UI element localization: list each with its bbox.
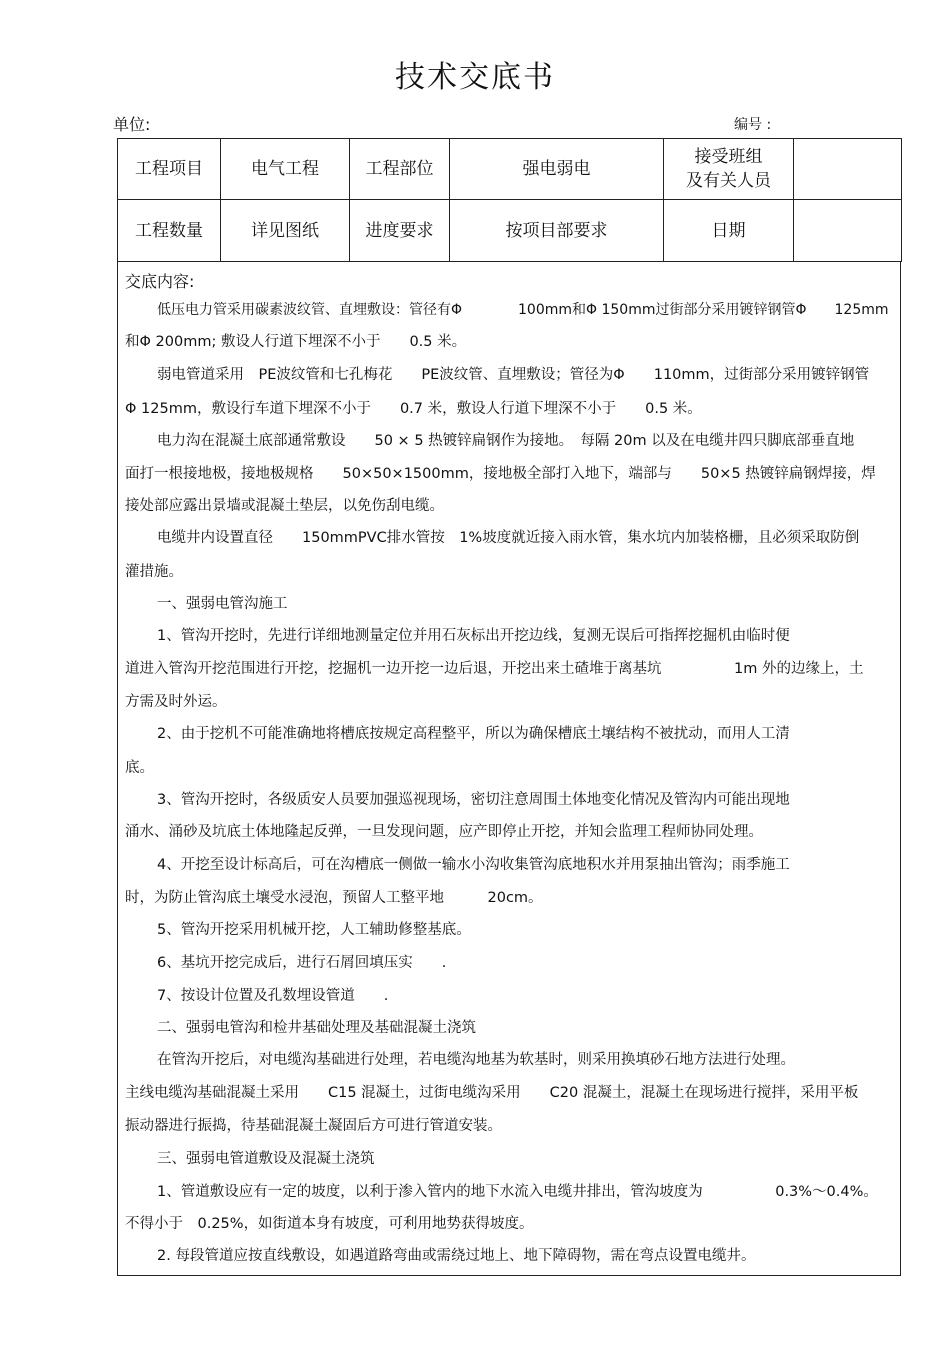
header-row [118, 200, 902, 262]
project-value: 电气工程 [221, 139, 350, 200]
header-row [118, 139, 902, 200]
content-line: 和Φ 200mm; 敷设人行道下埋深不小于 0.5 米。 [125, 334, 467, 350]
receiver-label-line1: 接受班组 [694, 147, 763, 167]
content-line: 振动器进行振捣，待基础混凝土凝固后方可进行管道安装。 [125, 1118, 502, 1134]
content-line: 面打一根接地极，接地极规格 50×50×1500mm，接地极全部打入地下，端部与 50×5 热镀锌扁钢焊接，焊 [125, 466, 876, 482]
serial-number-label: 编号 : [734, 117, 772, 133]
progress-label: 进度要求 [350, 200, 450, 262]
receiver-label [664, 139, 794, 200]
content-line: 道进入管沟开挖范围进行开挖，挖掘机一边开挖一边后退，开挖出来土碴堆于离基坑 1m 外的边缘上，土 [125, 661, 864, 677]
header-table [117, 138, 902, 262]
content-line: 4、开挖至设计标高后，可在沟槽底一侧做一输水小沟收集管沟底地积水并用泵抽出管沟；雨季施工 [157, 857, 790, 873]
quantity-value: 详见图纸 [221, 200, 350, 262]
content-line: 1、管沟开挖时，先进行详细地测量定位并用石灰标出开挖边线，复测无误后可指挥挖掘机由临时便 [157, 628, 790, 644]
progress-value: 按项目部要求 [450, 200, 664, 262]
content-line: 3、管沟开挖时，各级质安人员要加强巡视现场，密切注意周围土体地变化情况及管沟内可能出现地 [157, 792, 790, 808]
content-line: 底。 [125, 760, 154, 776]
content-line: 方需及时外运。 [125, 694, 227, 710]
content-line: 7、按设计位置及孔数埋设管道 . [157, 988, 389, 1004]
part-label: 工程部位 [350, 139, 450, 200]
receiver-label-line2: 及有关人员 [686, 171, 771, 191]
content-line: 电力沟在混凝土底部通常敷设 50 × 5 热镀锌扁钢作为接地。 每隔 20m 以及在电缆井四只脚底部垂直地 [157, 433, 855, 449]
document-title: 技术交底书 [395, 60, 555, 95]
content-heading: 交底内容: [125, 272, 195, 291]
content-box [117, 261, 901, 1276]
content-line: 三、强弱电管道敷设及混凝土浇筑 [157, 1151, 375, 1167]
content-line: 1、管道敷设应有一定的坡度，以利于渗入管内的地下水流入电缆井排出，管沟坡度为 0.3%～0.4%。 [157, 1184, 878, 1200]
date-label: 日期 [664, 200, 794, 262]
content-line: 在管沟开挖后，对电缆沟基础进行处理，若电缆沟地基为软基时，则采用换填砂石地方法进行处理。 [157, 1052, 795, 1068]
content-line: Φ 125mm，敷设行车道下埋深不小于 0.7 米，敷设人行道下埋深不小于 0.5 米。 [125, 401, 702, 417]
receiver-value [794, 139, 902, 200]
content-line: 一、强弱电管沟施工 [157, 596, 288, 612]
content-line: 灌措施。 [125, 564, 183, 580]
content-line: 主线电缆沟基础混凝土采用 C15 混凝土，过街电缆沟采用 C20 混凝土，混凝土在现场进行搅拌，采用平板 [125, 1085, 859, 1101]
content-line: 低压电力管采用碳素波纹管、直埋敷设：管径有Φ 100mm和Φ 150mm过街部分采用镀锌钢管Φ 125mm [157, 302, 889, 318]
content-line: 不得小于 0.25%，如街道本身有坡度，可利用地势获得坡度。 [125, 1216, 534, 1232]
content-line: 涌水、涌砂及坑底土体地隆起反弹，一旦发现问题，应产即停止开挖，并知会监理工程师协同处理。 [125, 824, 763, 840]
content-line: 时，为防止管沟底土壤受水浸泡，预留人工整平地 20cm。 [125, 890, 543, 906]
content-line: 2、由于挖机不可能准确地将槽底按规定高程整平，所以为确保槽底土壤结构不被扰动，而用人工清 [157, 726, 790, 742]
unit-label: 单位: [113, 115, 151, 134]
content-line: 二、强弱电管沟和检井基础处理及基础混凝土浇筑 [157, 1020, 476, 1036]
content-line: 2. 每段管道应按直线敷设，如遇道路弯曲或需绕过地上、地下障碍物，需在弯点设置电缆井。 [157, 1248, 756, 1264]
content-line: 6、基坑开挖完成后，进行石屑回填压实 . [157, 955, 447, 971]
content-line: 接处部应露出景墙或混凝土垫层，以免伤刮电缆。 [125, 498, 444, 514]
date-value [794, 200, 902, 262]
part-value: 强电弱电 [450, 139, 664, 200]
project-label: 工程项目 [118, 139, 221, 200]
quantity-label: 工程数量 [118, 200, 221, 262]
content-line: 5、管沟开挖采用机械开挖，人工辅助修整基底。 [157, 922, 471, 938]
content-line: 弱电管道采用 PE波纹管和七孔梅花 PE波纹管、直埋敷设；管径为Φ 110mm，过街部分采用镀锌钢管 [157, 367, 870, 383]
content-line: 电缆井内设置直径 150mmPVC排水管按 1%坡度就近接入雨水管，集水坑内加装格栅，且必须采取防倒 [157, 530, 860, 546]
